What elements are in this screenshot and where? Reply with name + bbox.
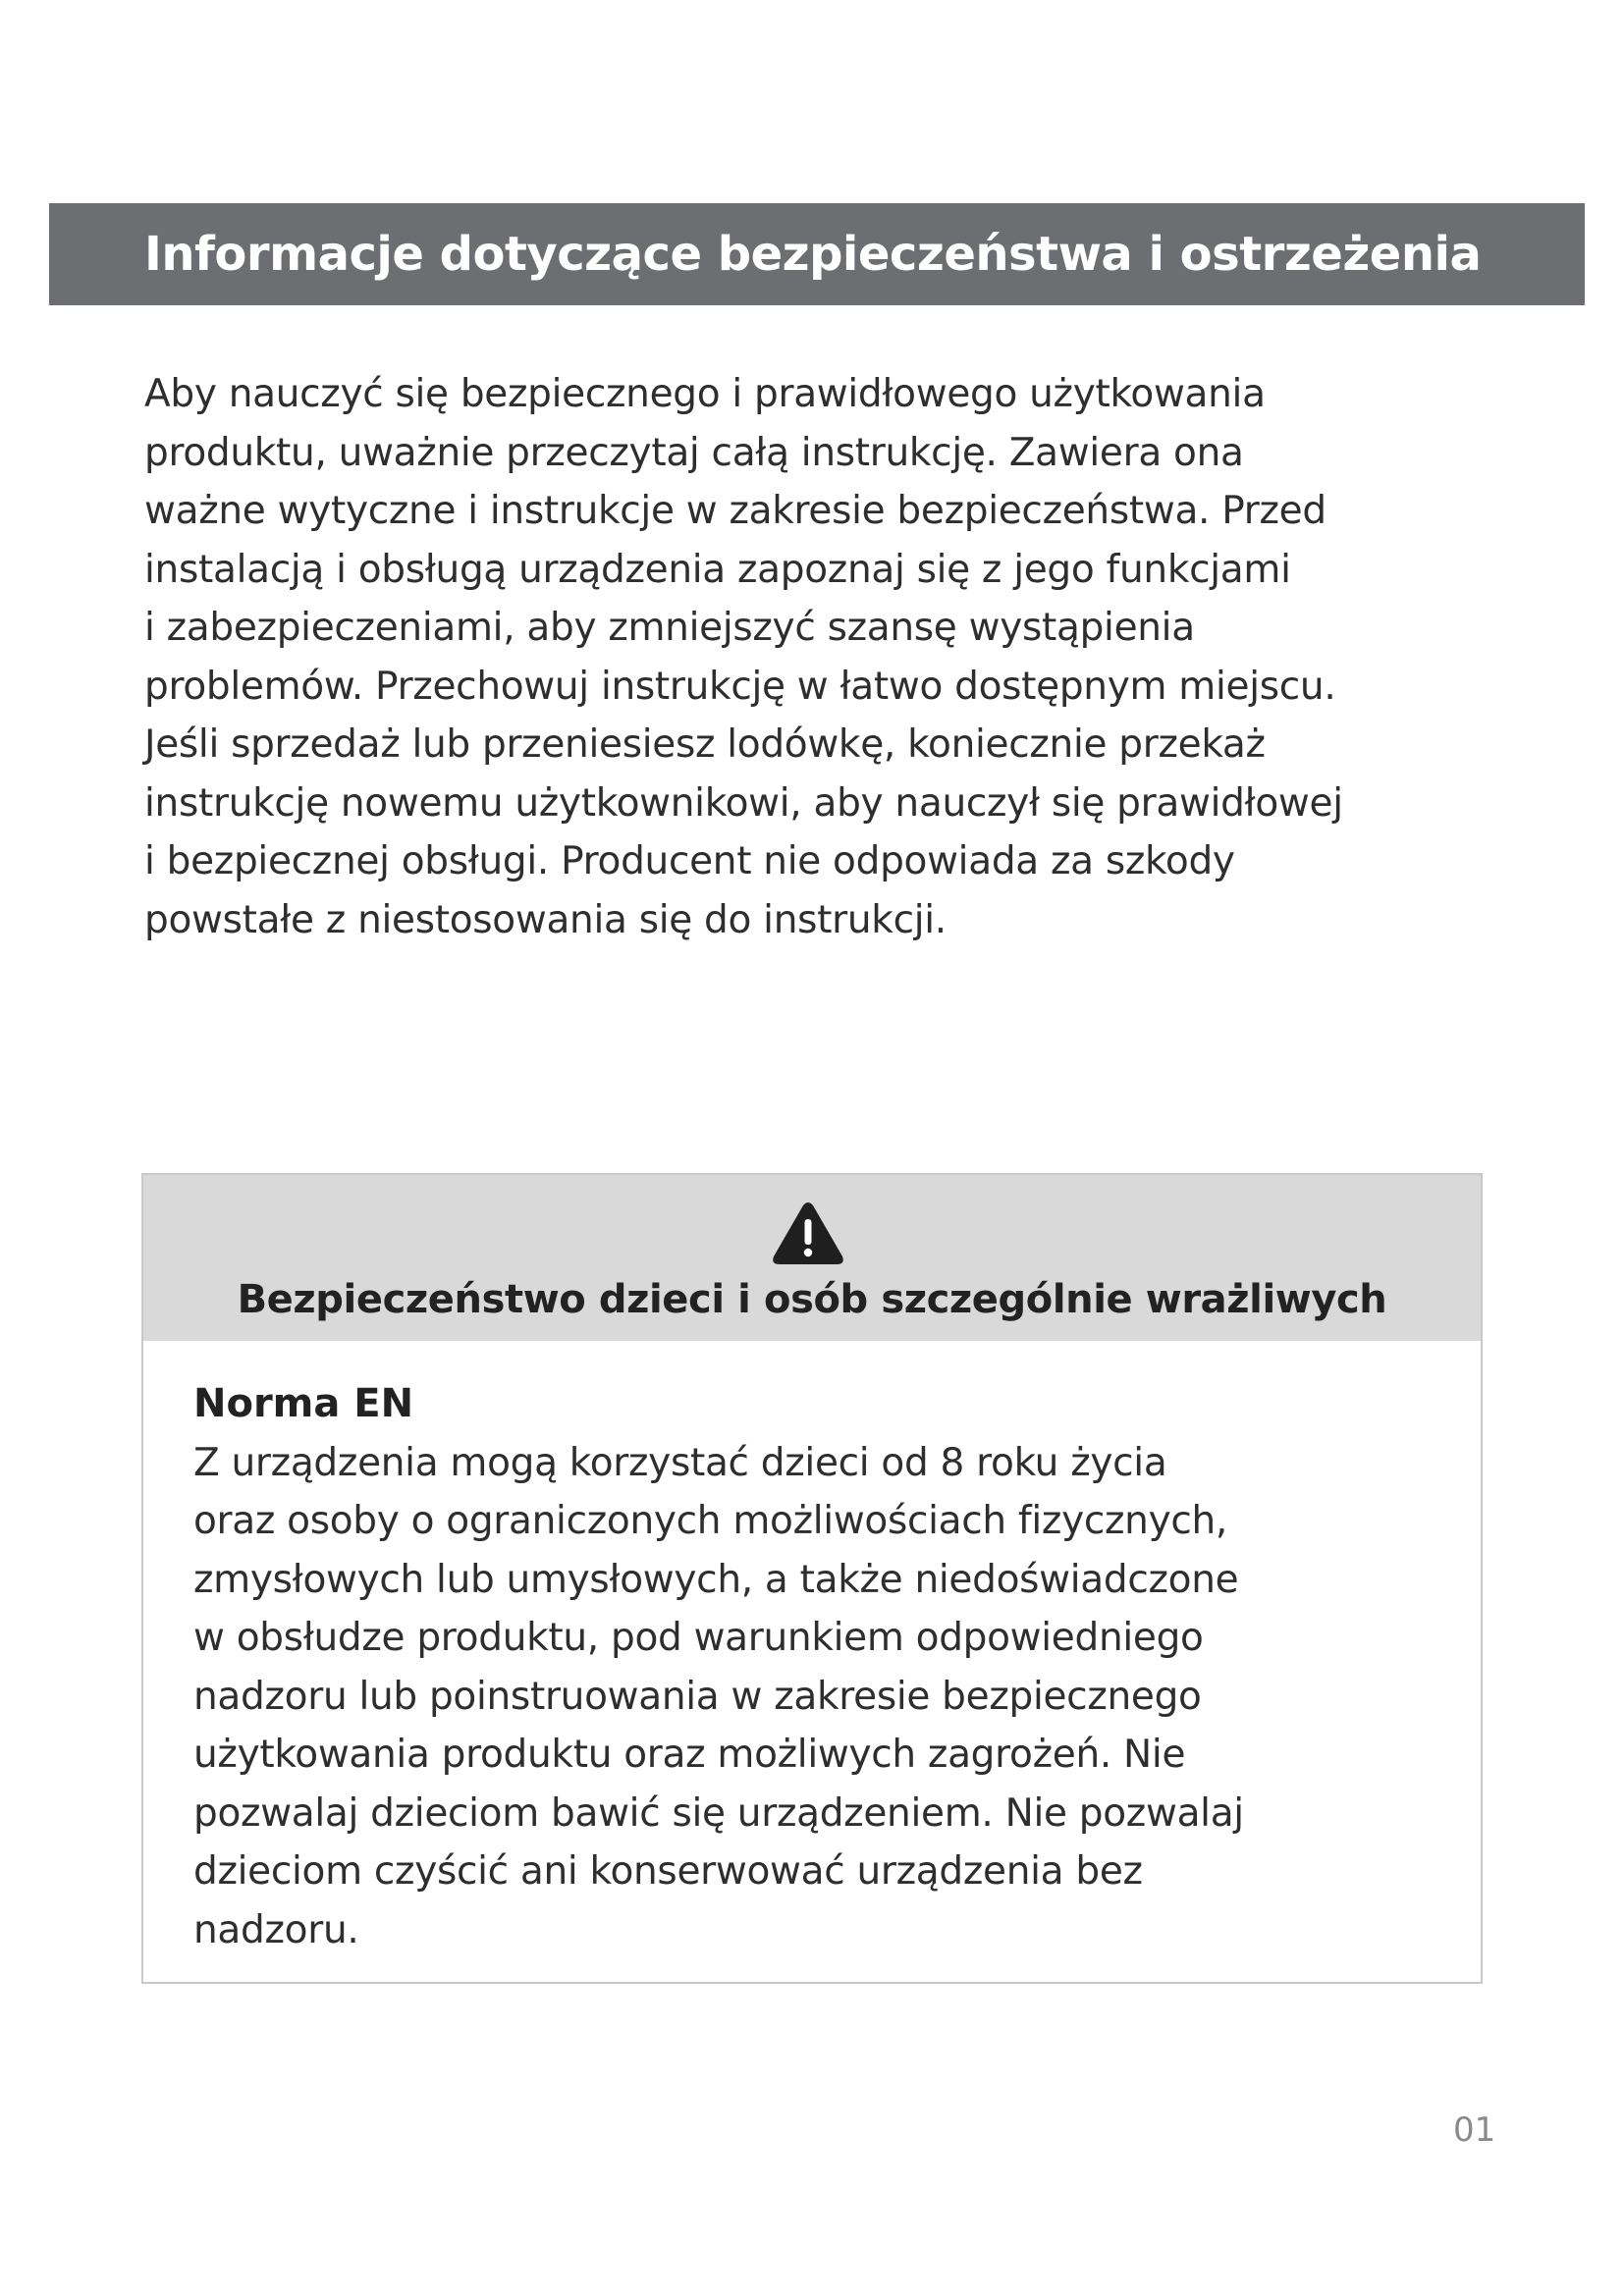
intro-line: Aby nauczyć się bezpiecznego i prawidłowego użytkowania (144, 372, 1266, 416)
intro-line: i bezpiecznej obsługi. Producent nie odpowiada za szkody (144, 839, 1235, 883)
intro-line: Jeśli sprzedaż lub przeniesiesz lodówkę, koniecznie przekaż (144, 722, 1266, 767)
warning-line: dzieciom czyścić ani konserwować urządzenia bez (193, 1849, 1143, 1894)
warning-line: użytkowania produktu oraz możliwych zagrożeń. Nie (193, 1733, 1186, 1777)
section-title: Informacje dotyczące bezpieczeństwa i ostrzeżenia (144, 227, 1482, 282)
warning-line: oraz osoby o ograniczonych możliwościach fizycznych, (193, 1499, 1228, 1543)
warning-line: Z urządzenia mogą korzystać dzieci od 8 roku życia (193, 1440, 1167, 1485)
section-header (49, 203, 1585, 305)
intro-line: instalacją i obsługą urządzenia zapoznaj się z jego funkcjami (144, 547, 1291, 592)
warning-triangle-icon (772, 1201, 844, 1266)
intro-line: problemów. Przechowuj instrukcję w łatwo dostępnym miejscu. (144, 664, 1336, 709)
warning-text (193, 1434, 1450, 1960)
warning-line: pozwalaj dzieciom bawić się urządzeniem. Nie pozwalaj (193, 1790, 1244, 1836)
page-number: 01 (1453, 2110, 1496, 2150)
warning-box (141, 1173, 1483, 1984)
intro-line: produktu, uważnie przeczytaj całą instrukcję. Zawiera ona (144, 430, 1244, 475)
warning-body (193, 1375, 1450, 1959)
intro-line: ważne wytyczne i instrukcje w zakresie bezpieczeństwa. Przed (144, 489, 1326, 533)
warning-line: nadzoru lub poinstruowania w zakresie bezpiecznego (193, 1674, 1202, 1719)
intro-line: powstałe z niestosowania się do instrukcji. (144, 897, 947, 942)
intro-paragraph (144, 365, 1539, 949)
intro-line: i zabezpieczeniami, aby zmniejszyć szansę wystąpienia (144, 606, 1195, 650)
norm-title: Norma EN (193, 1381, 414, 1426)
warning-line: zmysłowych lub umysłowych, a także niedoświadczone (193, 1557, 1239, 1602)
warning-title: Bezpieczeństwo dzieci i osób szczególnie wrażliwych (237, 1277, 1387, 1322)
warning-line: w obsłudze produktu, pod warunkiem odpowiedniego (193, 1616, 1204, 1660)
warning-header (143, 1175, 1481, 1341)
intro-line: instrukcję nowemu użytkownikowi, aby nauczył się prawidłowej (144, 780, 1343, 826)
warning-line: nadzoru. (193, 1907, 359, 1952)
